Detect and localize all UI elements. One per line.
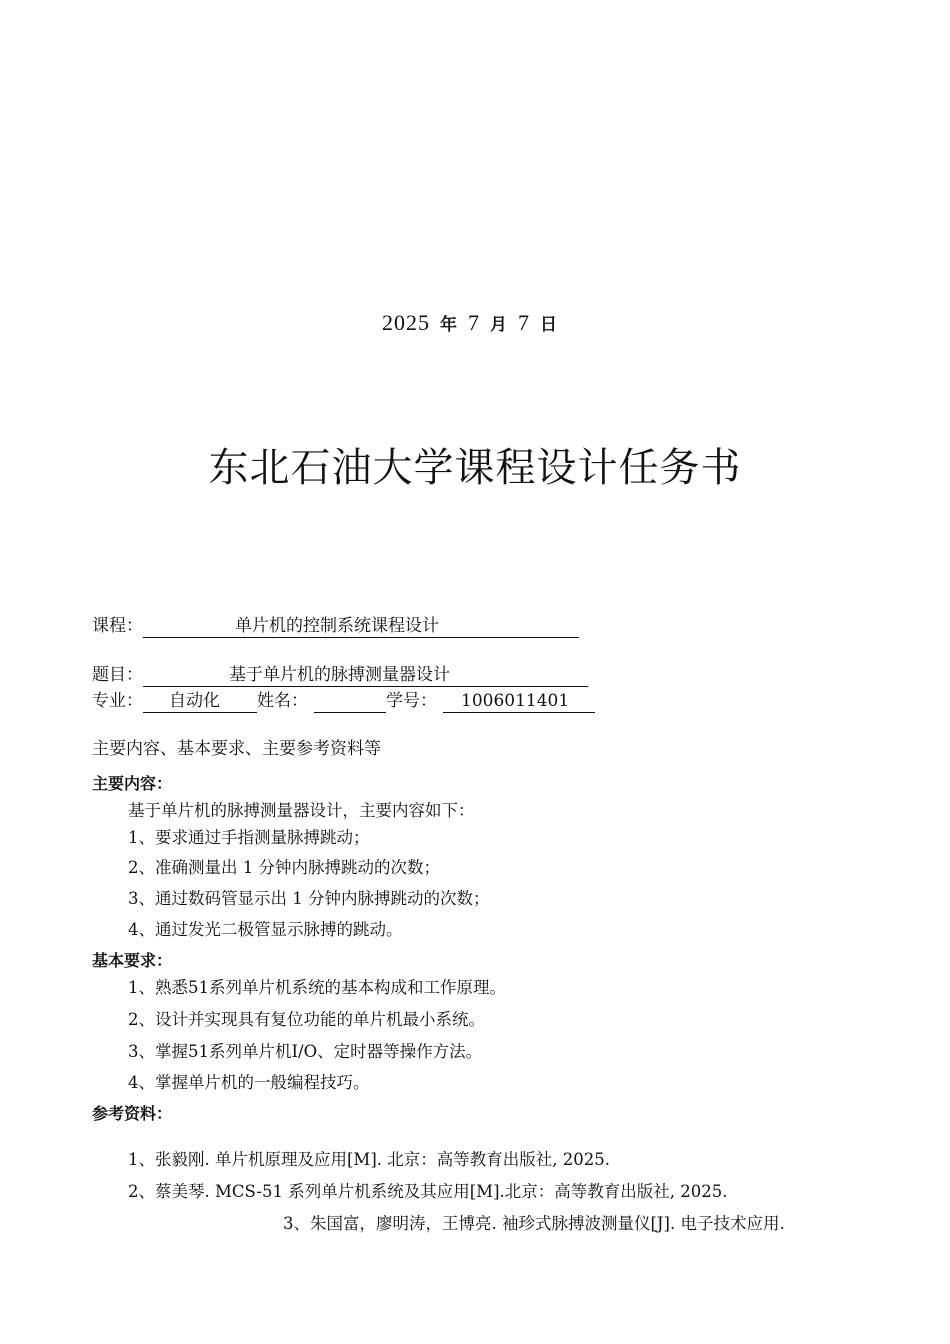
date-month-char: 月 <box>490 315 508 335</box>
date-year-char: 年 <box>440 315 458 335</box>
course-field <box>143 616 579 638</box>
requirement-item: 4、掌握单片机的一般编程技巧。 <box>128 1073 370 1092</box>
main-content-item: 1、要求通过手指测量脉搏跳动； <box>128 828 370 847</box>
major-label: 专业： <box>92 691 143 711</box>
name-label: 姓名： <box>257 691 308 711</box>
topic-label: 题目： <box>92 665 143 685</box>
topic-value: 基于单片机的脉搏测量器设计 <box>229 665 450 685</box>
requirements-heading: 基本要求： <box>92 951 173 970</box>
id-value: 1006011401 <box>461 691 570 711</box>
topic-field <box>143 665 588 687</box>
reference-item: 3、朱国富，廖明涛，王博亮. 袖珍式脉搏波测量仪[J]. 电子技术应用. <box>283 1214 785 1233</box>
id-label: 学号： <box>386 691 437 711</box>
name-field <box>314 691 386 713</box>
main-content-heading: 主要内容： <box>92 774 173 793</box>
major-field <box>143 691 257 713</box>
date-month: 7 <box>468 310 480 335</box>
reference-item: 2、蔡美琴. MCS-51 系列单片机系统及其应用[M].北京：高等教育出版社, 2025. <box>128 1182 728 1201</box>
references-heading: 参考资料： <box>92 1104 173 1123</box>
course-value: 单片机的控制系统课程设计 <box>235 616 439 636</box>
requirement-item: 1、熟悉51系列单片机系统的基本构成和工作原理。 <box>128 978 506 997</box>
main-content-lead: 基于单片机的脉搏测量器设计，主要内容如下： <box>128 801 475 820</box>
document-date <box>0 310 950 336</box>
date-day: 7 <box>518 310 530 335</box>
reference-item: 1、张毅刚. 单片机原理及应用[M]. 北京：高等教育出版社, 2025. <box>128 1150 610 1169</box>
major-value: 自动化 <box>169 691 220 711</box>
date-day-char: 日 <box>540 315 558 335</box>
course-label: 课程： <box>92 616 143 636</box>
main-content-item: 3、通过数码管显示出 1 分钟内脉搏跳动的次数； <box>128 889 490 908</box>
requirement-item: 2、设计并实现具有复位功能的单片机最小系统。 <box>128 1010 485 1029</box>
student-info-line <box>92 686 595 713</box>
main-content-item: 2、准确测量出 1 分钟内脉搏跳动的次数； <box>128 858 440 877</box>
main-content-item: 4、通过发光二极管显示脉搏的跳动。 <box>128 920 403 939</box>
course-line <box>92 611 579 638</box>
id-field <box>443 691 595 713</box>
date-year: 2025 <box>382 310 430 335</box>
topic-line <box>92 660 588 687</box>
requirement-item: 3、掌握51系列单片机I/O、定时器等操作方法。 <box>128 1042 483 1061</box>
document-title: 东北石油大学课程设计任务书 <box>208 445 742 491</box>
intro-text: 主要内容、基本要求、主要参考资料等 <box>92 739 381 759</box>
